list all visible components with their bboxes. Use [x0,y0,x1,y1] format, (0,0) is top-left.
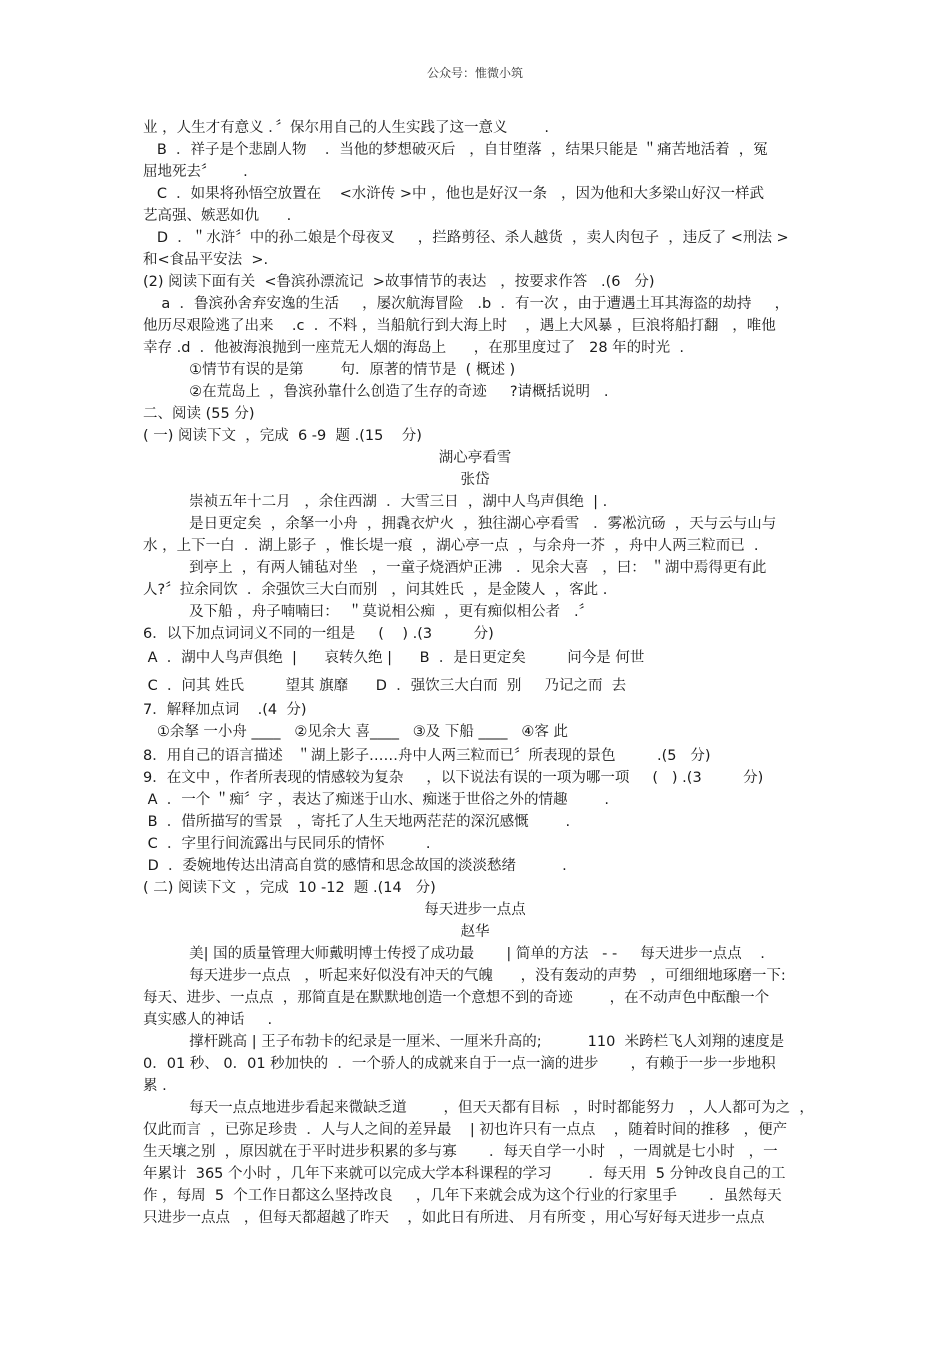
text-line: 及下船 ，舟子喃喃曰： ＂莫说相公痴 ，更有痴似相公者 .〞 [143,604,594,620]
text-line: 每天一点点地进步看起来微缺乏道 ，但天天都有目标 ，时时都能努力 ，人人都可为之 ， [143,1100,814,1116]
text-line: 只进步一点点 ，但每天都超越了昨天 ，如此日有所进、 月有所变 ，用心写好每天进步一点点 [143,1210,765,1226]
text-line: 屈地死去〞 . [143,164,248,180]
text-line: 崇祯五年十二月 ，余住西湖 ．大雪三日 ，湖中人鸟声俱绝 | . [143,494,608,510]
page-header: 公众号：惟微小筑 [426,66,523,80]
text-line: ①情节有误的是第 句．原著的情节是 ( 概述 ) [143,362,516,378]
section-title: 湖心亭看雪 [438,450,512,466]
text-line: B ．祥子是个悲剧人物 ．当他的梦想破灭后 ，自甘堕落 ，结果只能是 ＂痛苦地活着 ，冤 [143,142,768,158]
text-line: a ．鲁滨孙舍弃安逸的生活 ，屡次航海冒险 .b ．有一次 ，由于遭遇土耳其海盗的劫持 ， [143,296,790,312]
text-line: C ．字里行间流露出与民同乐的情怀 . [143,836,431,852]
text-line: 生天壤之别 ，原因就在于平时进步积累的多与寡 ．每天自学一小时 ，一周就是七小时 ，一 [143,1144,778,1160]
text-line: 7．解释加点词 .(4 分) [143,702,307,718]
text-line: 每天进步一点点 ，听起来好似没有冲天的气魄 ，没有轰动的声势 ，可细细地琢磨一下: [143,968,786,984]
text-line: 6．以下加点词词义不同的一组是 ( ) .(3 分) [143,626,494,642]
text-line: B ．借所描写的雪景 ，寄托了人生天地两茫茫的深沉感慨 . [143,814,571,830]
text-line: A ．一个 ＂痴〞字 ，表达了痴迷于山水、痴迷于世俗之外的情趣 . [143,792,609,808]
text-line: 二、阅读 (55 分) [143,406,255,422]
text-line: 真实感人的神话 . [143,1012,273,1028]
text-line: C ．问其 姓氏 望其 旗靡 D ．强饮三大白而 别 乃记之而 去 [143,678,627,694]
text-line: 业 ，人生才有意义 ．〞保尔用自己的人生实践了这一意义 . [143,120,549,136]
text-line: 是日更定矣 ，余拏一小舟 ，拥毳衣炉火 ，独往湖心亭看雪 ．雾凇沆砀 ，天与云与山与 [143,516,777,532]
text-line: 作 ，每周 5 个工作日都这么坚持改良 ，几年下来就会成为这个行业的行家里手 ．虽然每天 [143,1188,782,1204]
text-line: D ．＂水浒〞中的孙二娘是个母夜叉 ，拦路剪径、杀人越货 ，卖人肉包子 ，违反了 <刑法 > [143,230,789,246]
text-line: ①余拏 一小舟 ____ ②见余大 喜____ ③及 下船 ____ ④客 此 [143,724,568,740]
text-line: 水 ，上下一白 ．湖上影子 ，惟长堤一痕 ，湖心亭一点 ，与余舟一芥 ，舟中人两三粒而已 . [143,538,759,554]
text-line: 人?〞拉余同饮 ．余强饮三大白而别 ，问其姓氏 ，是金陵人 ，客此 . [143,582,608,598]
text-line: 累 . [143,1078,167,1094]
section-title: 每天进步一点点 [424,902,526,918]
text-line: 美| 国的质量管理大师戴明博士传授了成功最 | 简单的方法 - - 每天进步一点点 . [143,946,765,962]
text-line: (2) 阅读下面有关 <鲁滨孙漂流记 >故事情节的表达 ，按要求作答 .(6 分) [143,274,655,290]
text-line: 8．用自己的语言描述 ＂湖上影子……舟中人两三粒而已〞所表现的景色 .(5 分) [143,748,711,764]
section-title: 张岱 [460,472,490,488]
text-line: 幸存 .d ．他被海浪抛到一座荒无人烟的海岛上 ，在那里度过了 28 年的时光 . [143,340,685,356]
text-line: A ．湖中人鸟声俱绝 | 哀转久绝 | B ．是日更定矣 问今是 何世 [143,650,645,666]
text-line: 仅此而言 ，已弥足珍贵 ．人与人之间的差异最 | 初也许只有一点点 ，随着时间的推移 ，便产 [143,1122,788,1138]
text-line: ( 二) 阅读下文 ，完成 10 -12 题 .(14 分) [143,880,436,896]
section-title: 赵华 [460,924,490,940]
text-line: D ．委婉地传达出清高自赏的感情和思念故国的淡淡愁绪 . [143,858,567,874]
text-line: 年累计 365 个小时 ，几年下来就可以完成大学本科课程的学习 ．每天用 5 分钟改良自己的工 [143,1166,786,1182]
text-line: 到亭上 ，有两人铺毡对坐 ，一童子烧酒炉正沸 ．见余大喜 ，曰： ＂湖中焉得更有此 [143,560,767,576]
text-line: 9．在文中 ，作者所表现的情感较为复杂 ，以下说法有误的一项为哪一项 ( ) .(3 分) [143,770,764,786]
text-line: 艺高强、嫉恶如仇 . [143,208,292,224]
text-line: ( 一) 阅读下文 ，完成 6 -9 题 .(15 分) [143,428,422,444]
text-line: ②在荒岛上 ，鲁滨孙靠什么创造了生存的奇迹 ?请概括说明 . [143,384,609,400]
text-line: 0．01 秒、 0．01 秒加快的 ．一个骄人的成就来自于一点一滴的进步 ，有赖于一步一步地积 [143,1056,776,1072]
text-line: 他历尽艰险逃了出来 .c ．不料 ，当船航行到大海上时 ，遇上大风暴 ，巨浪将船打翻 ，唯他 [143,318,776,334]
text-line: C ．如果将孙悟空放置在 <水浒传 >中 ，他也是好汉一条 ，因为他和大多梁山好汉一样武 [143,186,764,202]
text-line: 撑杆跳高 | 王子布勃卡的纪录是一厘米、一厘米升高的; 110 米跨栏飞人刘翔的速度是 [143,1034,785,1050]
text-line: 和<食品平安法 >. [143,252,269,268]
text-line: 每天、进步、一点点 ，那简直是在默默地创造一个意想不到的奇迹 ，在不动声色中酝酿一个 [143,990,770,1006]
